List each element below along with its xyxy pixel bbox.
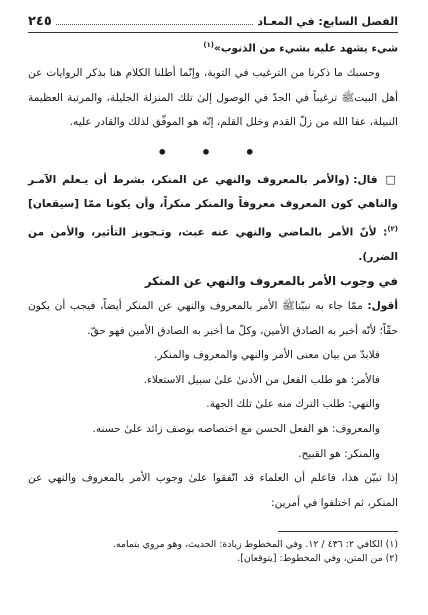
footnote-2: (٢) من المتن، وفي المخطوط: [يتوقعان]. [237, 553, 398, 565]
page-header [28, 14, 398, 33]
paragraph-meanings: فلابدّ من بيان معنى الأمر والنهي والمعروف والمنكر. [153, 349, 380, 362]
definition-munkar: والمنكر: هو القبيح. [298, 447, 380, 460]
book-page [28, 14, 398, 607]
paragraph-lead-word: أقول: [367, 300, 398, 312]
footnote-ref-2: (٢) [387, 224, 398, 233]
quoted-text-block [28, 168, 398, 270]
definition-amr: فالأمر: هو طلب الفعل من الأدنىٰ علىٰ سبيل الاستعلاء. [143, 373, 380, 386]
opening-line-text: شيء يشهد عليه بشيء من الذنوب» [214, 42, 398, 55]
paragraph-obligation [28, 294, 398, 343]
footnote-1: (١) الكافي ٢: ٤٣٦ / ١٢. وفي المخطوط زيادة: الحديث، وهو مروي بتمامه. [112, 539, 398, 551]
chapter-title: الفصل السابع: في المعـاد [257, 15, 398, 28]
section-separator: • • • [157, 142, 269, 162]
opening-line [28, 33, 398, 61]
page-body [28, 33, 398, 515]
paragraph-obligation-text: ممّا جاء به نبيّناﷺ الأمر بالمعروف والنهي عن المنكر أيضاً، فيجب أن يكون حقّاً؛ لأنّه أخبر به الصادق الأمين، وكلّ ما أخبر به الصادق الأمين فهو حقّ. [28, 300, 398, 337]
definition-nahy: والنهي: طلب الترك منه علىٰ تلك الجهة. [206, 398, 380, 411]
footnote-divider [278, 531, 398, 532]
quote-part-1: قال: (والأمر بالمعروف والنهي عن المنكر، بشرط أن يـعلم الآمـر والناهي كون المعروف معروفاً والمنكر منكراً، وأن يكونا ممّا [سيقعان] [28, 173, 398, 211]
section-heading: في وجوب الأمر بالمعروف والنهي عن المنكر [144, 274, 398, 289]
quote-marker-icon: □ [385, 172, 398, 186]
footnote-ref-1: (١) [203, 41, 214, 49]
paragraph-consensus: إذا تبيّن هذا، فاعلم أن العلماء قد اتّفقوا علىٰ وجوب الأمر بالمعروف والنهي عن المنكر، ثم اختلفوا في أمرين: [28, 472, 398, 509]
page-number: ٢٤٥ [28, 14, 52, 29]
quote-part-2: : لأنّ الأمر بالماضي والنهي عنه عبث، وتـجويز التأثير، والأمن من الضرر). [28, 226, 398, 263]
header-leader-dots [56, 23, 254, 25]
definition-maruf: والمعروف: هو الفعل الحسن مع اختصاصه بوصف زائد علىٰ حسنه. [92, 422, 380, 435]
paragraph-repentance: وحسبك ما ذكرنا من الترغيب في التوبة، وإنّما أطلنا الكلام هنا بذكر الروايات عن أهل البيتﷺ ترغيباً في الجدّ في الوصول إلىٰ تلك المنزلة الجليلة، والمرتبة العظيمة النبيلة، عفا الله من زلّ القدم وخلل القلم، إنّه هو الموفّق لذلك والقادر عليه. [28, 67, 398, 129]
